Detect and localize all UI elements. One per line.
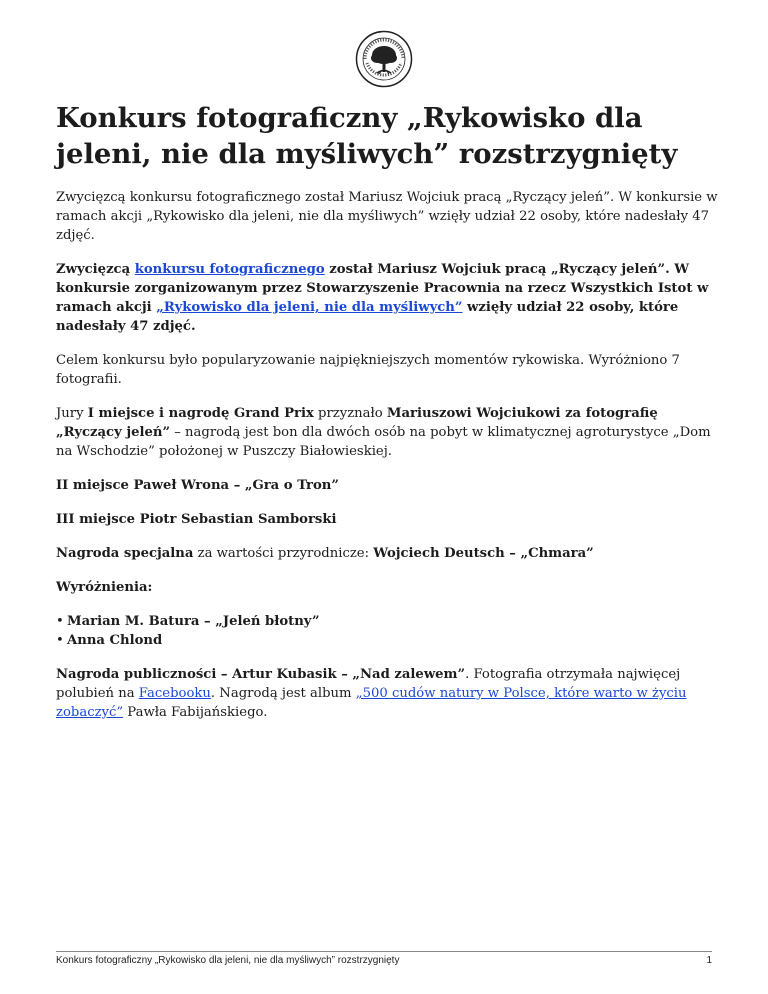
facebook-link[interactable]: Facebooku — [138, 686, 211, 701]
list-item: • Anna Chlond — [56, 631, 726, 650]
footer-divider — [56, 951, 712, 952]
list-item: • Marian M. Batura – „Jeleń błotny” — [56, 612, 726, 631]
special-award: Nagroda specjalna za wartości przyrodnicze: Wojciech Deutsch – „Chmara” — [56, 546, 594, 561]
lead-paragraph: Zwycięzcą konkursu fotograficznego został Mariusz Wojciuk pracą „Ryczący jeleń”. W konkursie zorganizowanym przez Stowarzyszenie Pracownia na rzecz Wszystkich Istot w ramach akcji „Rykowisko dla jeleni, nie dla myśliwych” wzięły udział 22 osoby, które nadesłały 47 zdjęć. — [56, 262, 709, 334]
distinctions-list — [56, 612, 726, 650]
goal-paragraph: Celem konkursu było popularyzowanie najpiękniejszych momentów rykowiska. Wyróżniono 7 fotografii. — [56, 353, 680, 387]
page-number: 1 — [706, 955, 712, 966]
campaign-link[interactable]: „Rykowisko dla jeleni, nie dla myśliwych” — [156, 300, 463, 315]
second-place: II miejsce Paweł Wrona – „Gra o Tron” — [56, 478, 339, 493]
footer-title: Konkurs fotograficzny „Rykowisko dla jeleni, nie dla myśliwych” rozstrzygnięty — [56, 955, 400, 966]
public-award: Nagroda publiczności – Artur Kubasik – „Nad zalewem”. Fotografia otrzymała najwięcej polubień na Facebooku. Nagrodą jest album „500 cudów natury w Polsce, które warto w życiu zobaczyć” Pawła Fabijańskiego. — [56, 667, 687, 720]
article-body — [56, 188, 726, 737]
intro-paragraph: Zwycięzcą konkursu fotograficznego został Mariusz Wojciuk pracą „Ryczący jeleń”. W konkursie w ramach akcji „Rykowisko dla jeleni, nie dla myśliwych” wzięły udział 22 osoby, które nadesłały 47 zdjęć. — [56, 190, 718, 243]
contest-link[interactable]: konkursu fotograficznego — [134, 262, 325, 277]
third-place: III miejsce Piotr Sebastian Samborski — [56, 512, 337, 527]
album-link[interactable]: „500 cudów natury w Polsce, które warto w życiu zobaczyć” — [56, 686, 687, 720]
distinctions-label: Wyróżnienia: — [56, 580, 153, 595]
jury-paragraph: Jury I miejsce i nagrodę Grand Prix przyznało Mariuszowi Wojciukowi za fotografię „Ryczący jeleń” – nagrodą jest bon dla dwóch osób na pobyt w klimatycznej agroturystyce „Dom na Wschodzie” położonej w Puszczy Białowieskiej. — [56, 406, 711, 459]
tree-seal-icon — [355, 30, 413, 88]
page-title: Konkurs fotograficzny „Rykowisko dla jeleni, nie dla myśliwych” rozstrzygnięty — [56, 102, 678, 170]
